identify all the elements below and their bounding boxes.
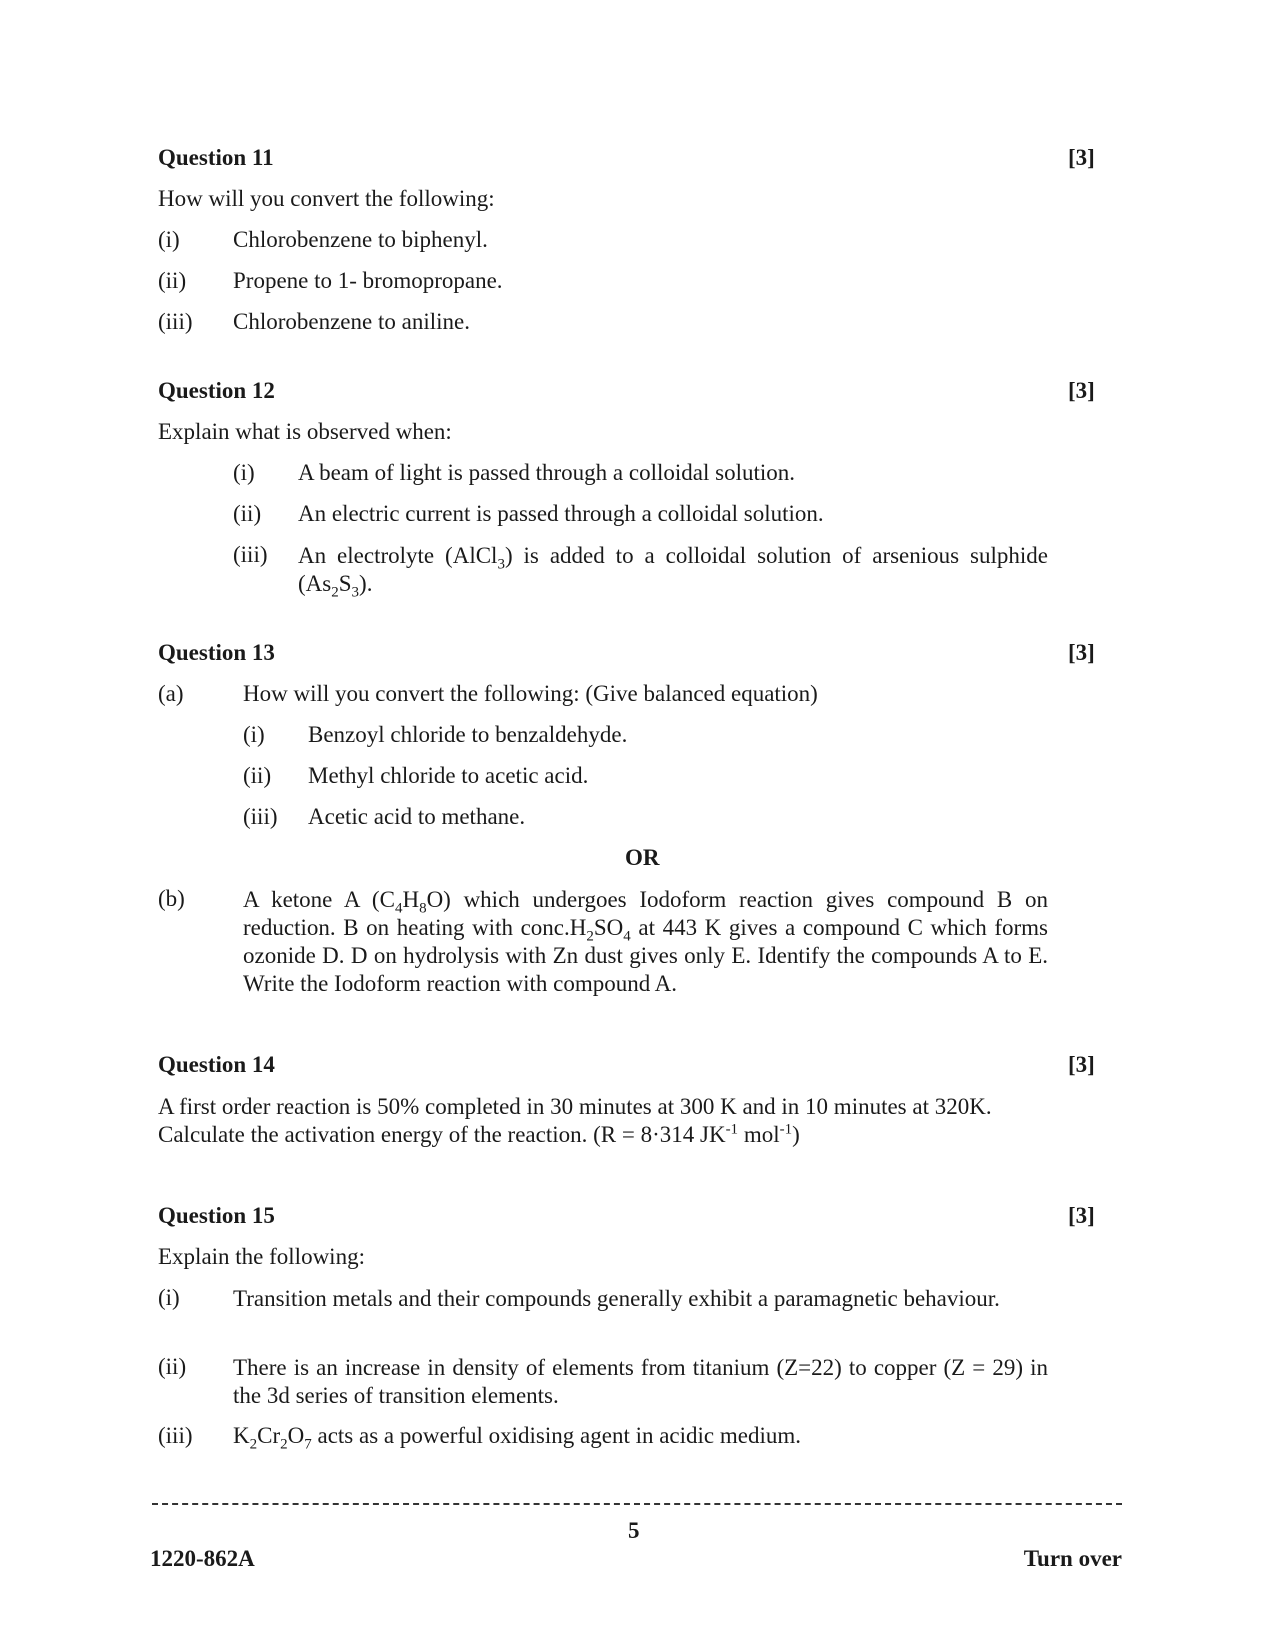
question-13-part-a-label: (a) (158, 681, 184, 706)
question-13-a-item-3-text: Acetic acid to methane. (308, 804, 526, 829)
question-15-item-2-num: (ii) (158, 1354, 187, 1379)
question-13-a-item-2-text: Methyl chloride to acetic acid. (308, 763, 589, 788)
question-14-marks: [3] (1068, 1052, 1095, 1077)
paper-code: 1220-862A (150, 1546, 255, 1571)
question-15-item-2-text: There is an increase in density of elements from titanium (Z=22) to copper (Z = 29) in the 3d series of transition elements. (233, 1355, 1048, 1408)
question-12-marks: [3] (1068, 378, 1095, 403)
question-12-item-1-text: A beam of light is passed through a colloidal solution. (298, 460, 795, 485)
question-11-item-1-text: Chlorobenzene to biphenyl. (233, 227, 488, 252)
question-13-part-a-intro: How will you convert the following: (Give balanced equation) (243, 681, 818, 706)
question-11-item-2-text: Propene to 1- bromopropane. (233, 268, 503, 293)
question-12-item-2-text: An electric current is passed through a colloidal solution. (298, 501, 824, 526)
question-13-marks: [3] (1068, 640, 1095, 665)
question-14-text: A first order reaction is 50% completed in 30 minutes at 300 K and in 10 minutes at 320K. Calculate the activation energy of the reaction. (R = 8·314 $JK^{-1}$ mol$^{-1}$) (158, 1094, 992, 1147)
question-15-item-3-num: (iii) (158, 1423, 193, 1448)
question-13-title: Question 13 (158, 640, 275, 665)
question-13-a-item-1-text: Benzoyl chloride to benzaldehyde. (308, 722, 628, 747)
question-11-item-1-num: (i) (158, 227, 180, 252)
question-12-item-3-num: (iii) (233, 542, 268, 567)
question-12-item-1-num: (i) (233, 460, 255, 485)
page-number: 5 (628, 1518, 640, 1543)
question-13-part-b-text: A ketone A $(C_4H_8O)$ which undergoes Iodoform reaction gives compound B on reduction. B on heating with $conc.H_2SO_4$ at 443 K gives a compound C which forms ozonide D. D on hydrolysis with Zn dust gives only E. Identify the compounds A to E. Write the Iodoform reaction with compound A. (243, 887, 1049, 996)
question-12-intro: Explain what is observed when: (158, 419, 452, 444)
question-13-a-item-1-num: (i) (243, 722, 265, 747)
question-15-item-1-text: Transition metals and their compounds generally exhibit a paramagnetic behaviour. (233, 1286, 1000, 1311)
question-11-item-3-num: (iii) (158, 309, 193, 334)
question-15-item-3-text: $K_2Cr_2O_7$ acts as a powerful oxidising agent in acidic medium. (233, 1423, 802, 1453)
question-14-title: Question 14 (158, 1052, 275, 1077)
question-15-item-1-num: (i) (158, 1285, 180, 1310)
question-15-title: Question 15 (158, 1203, 275, 1228)
or-separator: OR (625, 845, 660, 870)
question-11-item-3-text: Chlorobenzene to aniline. (233, 309, 470, 334)
question-11-intro: How will you convert the following: (158, 186, 495, 211)
question-11-marks: [3] (1068, 145, 1095, 170)
footer-divider (152, 1503, 1122, 1505)
question-15-marks: [3] (1068, 1203, 1095, 1228)
question-13-a-item-2-num: (ii) (243, 763, 272, 788)
question-11-title: Question 11 (158, 145, 274, 170)
question-12-item-3-text: An electrolyte (AlCl$_3$) is added to a colloidal solution of arsenious sulphide $(As_2S_3)$. (298, 543, 1048, 601)
question-15-intro: Explain the following: (158, 1244, 365, 1269)
question-11-item-2-num: (ii) (158, 268, 187, 293)
question-13-a-item-3-num: (iii) (243, 804, 278, 829)
question-13-part-b-label: (b) (158, 886, 185, 911)
question-12-title: Question 12 (158, 378, 275, 403)
turn-over-label: Turn over (1023, 1546, 1122, 1571)
question-12-item-2-num: (ii) (233, 501, 262, 526)
